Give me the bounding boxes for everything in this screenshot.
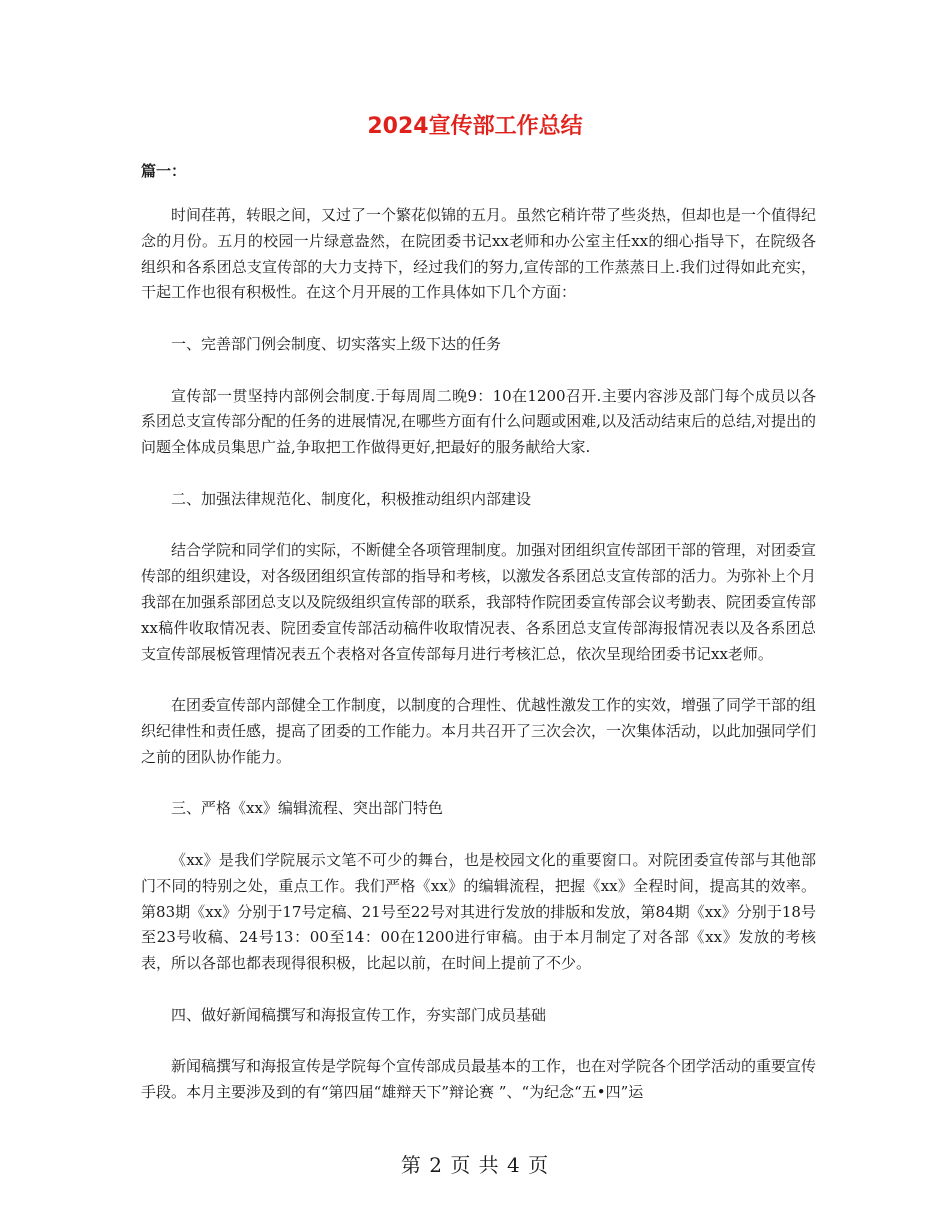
section-heading-4: 四、做好新闻稿撰写和海报宣传工作，夯实部门成员基础: [171, 1005, 547, 1024]
paragraph-meeting: 宣传部一贯坚持内部例会制度.于每周周二晚9：10在1200召开.主要内容涉及部门每个成员以各系团总支宣传部分配的任务的进展情况,在哪些方面有什么问题或困难,以及活动结束后的总结,对提出的问题全体成员集思广益,争取把工作做得更好,把最好的服务献给大家.: [141, 386, 816, 457]
section-heading-1: 一、完善部门例会制度、切实落实上级下达的任务: [171, 334, 502, 353]
paragraph-editing: 《xx》是我们学院展示文笔不可少的舞台，也是校园文化的重要窗口。对院团委宣传部与其他部门不同的特别之处，重点工作。我们严格《xx》的编辑流程，把握《xx》全程时间，提高其的效率。第83期《xx》分别于17号定稿、21号至22号对其进行发放的排版和发放，第84期《xx》分别于18号至23号收稿、24号13：00至14：00在1200进行审稿。由于本月制定了对各部《xx》发放的考核表，所以各部也都表现得很积极，比起以前，在时间上提前了不少。: [141, 850, 816, 973]
section-label: 篇一：: [141, 162, 187, 180]
paragraph-intro: 时间荏苒，转眼之间，又过了一个繁花似锦的五月。虽然它稍许带了些炎热，但却也是一个值得纪念的月份。五月的校园一片绿意盎然，在院团委书记xx老师和办公室主任xx的细心指导下，在院级各组织和各系团总支宣传部的大力支持下，经过我们的努力,宣传部的工作蒸蒸日上.我们过得如此充实，干起工作也很有积极性。在这个月开展的工作具体如下几个方面：: [141, 206, 817, 302]
section-heading-3: 三、严格《xx》编辑流程、突出部门特色: [171, 799, 443, 818]
page-footer: 第 2 页 共 4 页: [400, 1153, 550, 1177]
paragraph-management: 结合学院和同学们的实际，不断健全各项管理制度。加强对团组织宣传部团干部的管理，对团委宣传部的组织建设，对各级团组织宣传部的指导和考核，以激发各系团总支宣传部的活力。为弥补上个月我部在加强系部团总支以及院级组织宣传部的联系，我部特作院团委宣传部会议考勤表、院团委宣传部xx稿件收取情况表、院团委宣传部活动稿件收取情况表、各系团总支宣传部海报情况表以及各系团总支宣传部展板管理情况表五个表格对各宣传部每月进行考核汇总，依次呈现给团委书记xx老师。: [141, 541, 817, 663]
document-title: 2024宣传部工作总结: [367, 114, 583, 139]
paragraph-internal: 在团委宣传部内部健全工作制度，以制度的合理性、优越性激发工作的实效，增强了同学干部的组织纪律性和责任感，提高了团委的工作能力。本月共召开了三次会次，一次集体活动，以此加强同学们之前的团队协作能力。: [141, 696, 817, 766]
document-body: [141, 203, 816, 1132]
section-heading-2: 二、加强法律规范化、制度化，积极推动组织内部建设: [171, 489, 532, 508]
paragraph-news: 新闻稿撰写和海报宣传是学院每个宣传部成员最基本的工作，也在对学院各个团学活动的重要宣传手段。本月主要涉及到的有“第四届“雄辩天下”辩论赛 ”、“为纪念“五•四”运: [141, 1057, 817, 1102]
